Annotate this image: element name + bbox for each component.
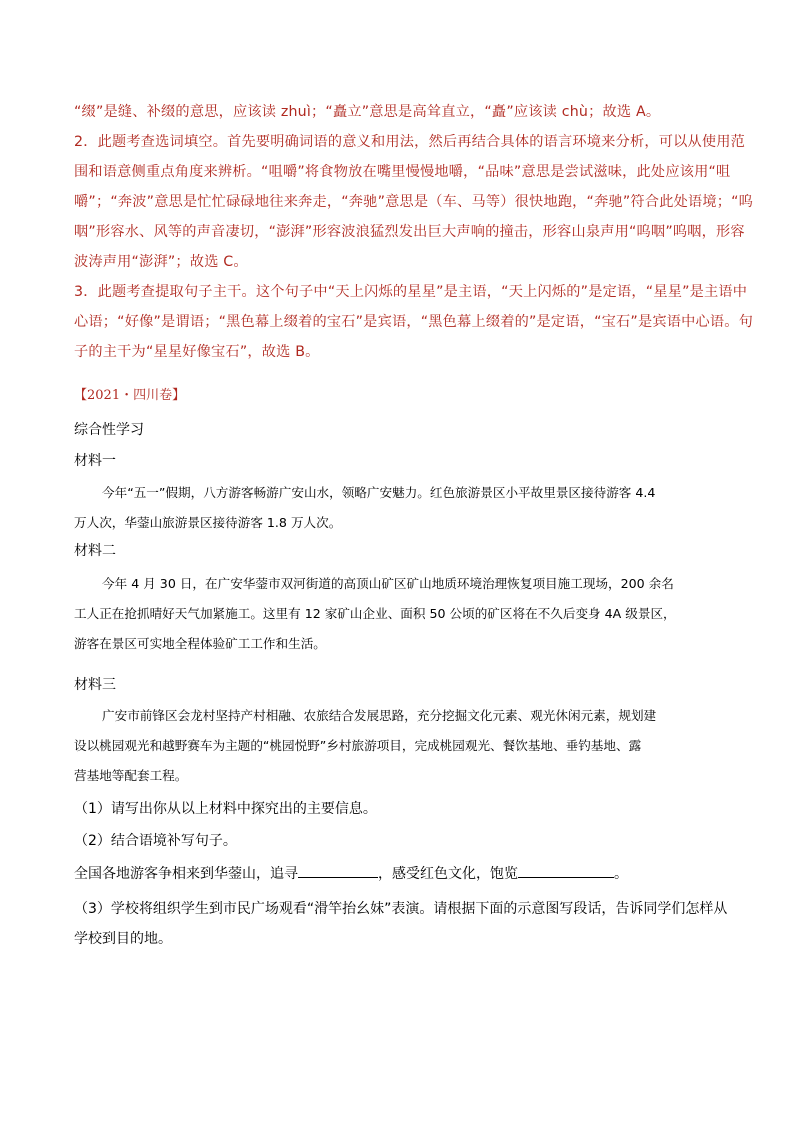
question-3-line: 学校到目的地。: [74, 931, 172, 947]
fill-text-c: 。: [614, 866, 628, 882]
material-line: 设以桃园观光和越野赛车为主题的“桃园悦野”乡村旅游项目，完成桃园观光、餐饮基地、垂钓基地、露: [74, 738, 642, 753]
material-1-body: [74, 478, 724, 538]
fill-text-b: ，感受红色文化，饱览: [378, 866, 518, 882]
fill-text-a: 全国各地游客争相来到华蓥山，追寻: [74, 866, 298, 882]
material-2-title: 材料二: [74, 543, 116, 559]
material-2-body: [74, 569, 724, 659]
material-line: 万人次，华蓥山旅游景区接待游客 1.8 万人次。: [74, 515, 342, 530]
answer-q2-line: 2．此题考查选词填空。首先要明确词语的意义和用法，然后再结合具体的语言环境来分析，可以从使用范: [74, 134, 746, 150]
material-line: 游客在景区可实地全程体验矿工工作和生活。: [74, 636, 326, 651]
answer-blank-2[interactable]: [518, 863, 614, 878]
section-title: 综合性学习: [74, 422, 144, 438]
material-line: 工人正在抢抓晴好天气加紧施工。这里有 12 家矿山企业、面积 50 公顷的矿区将在不久后变身 4A 级景区，: [74, 606, 676, 621]
answer-q3-line: 子的主干为“星星好像宝石”，故选 B。: [74, 344, 320, 360]
answer-blank-1[interactable]: [298, 863, 378, 878]
source-tag: 【2021・四川卷】: [74, 388, 186, 403]
question-1: （1）请写出你从以上材料中探究出的主要信息。: [74, 801, 377, 817]
material-3-body: [74, 701, 724, 791]
answer-q3-line: 3．此题考查提取句子主干。这个句子中“天上闪烁的星星”是主语，“天上闪烁的”是定语，“星星”是主语中: [74, 284, 748, 300]
material-3-title: 材料三: [74, 677, 116, 693]
answer-q3-line: 心语；“好像”是谓语；“黑色幕上缀着的宝石”是宾语，“黑色幕上缀着的”是定语，“宝石”是宾语中心语。句: [74, 314, 754, 330]
material-line: 今年“五一”假期，八方游客畅游广安山水，领略广安魅力。红色旅游景区小平故里景区接待游客 4.4: [102, 485, 656, 500]
answer-explanations: [74, 97, 754, 367]
question-2: （2）结合语境补写句子。: [74, 833, 237, 849]
answer-q2-line: 咽”形容水、风等的声音凄切，“澎湃”形容波浪猛烈发出巨大声响的撞击，形容山泉声用“呜咽”呜咽，形容: [74, 224, 745, 240]
material-line: 营基地等配套工程。: [74, 768, 188, 783]
material-1-title: 材料一: [74, 453, 116, 469]
fill-in-sentence: [74, 863, 628, 885]
answer-q2-line: 波涛声用“澎湃”；故选 C。: [74, 254, 248, 270]
material-line: 广安市前锋区会龙村坚持产村相融、农旅结合发展思路，充分挖掘文化元素、观光休闲元素，规划建: [102, 708, 657, 723]
answer-q1-tail: “缀”是缝、补缀的意思，应该读 zhuì；“矗立”意思是高耸直立，“矗”应该读 chù；故选 A。: [74, 104, 661, 120]
question-3-line: （3）学校将组织学生到市民广场观看“滑竿抬幺妹”表演。请根据下面的示意图写段话，告诉同学们怎样从: [74, 901, 728, 917]
answer-q2-line: 围和语意侧重点角度来辨析。“咀嚼”将食物放在嘴里慢慢地嚼，“品味”意思是尝试滋味，此处应该用“咀: [74, 164, 731, 180]
answer-q2-line: 嚼”；“奔波”意思是忙忙碌碌地往来奔走，“奔驰”意思是（车、马等）很快地跑，“奔驰”符合此处语境；“呜: [74, 194, 754, 210]
material-line: 今年 4 月 30 日，在广安华蓥市双河街道的高顶山矿区矿山地质环境治理恢复项目施工现场，200 余名: [102, 576, 674, 591]
